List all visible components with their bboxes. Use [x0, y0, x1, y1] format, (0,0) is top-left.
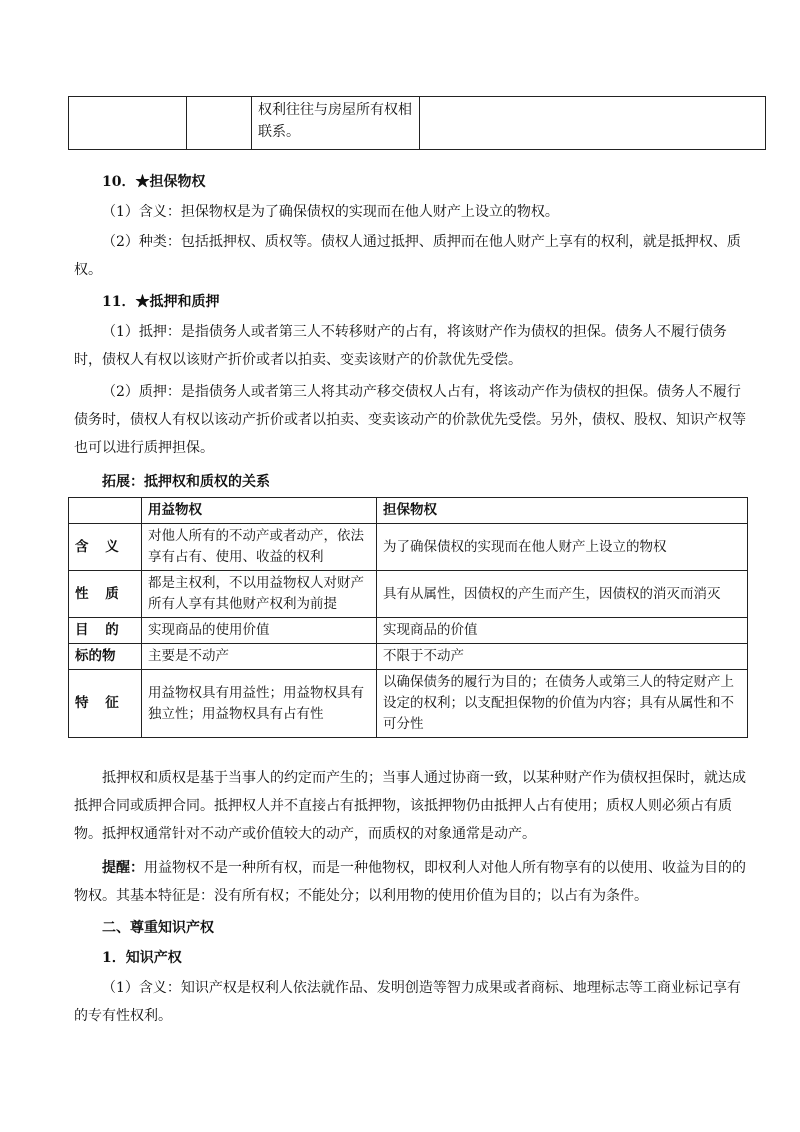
- section10-paragraph-1: （1）含义：担保物权是为了确保债权的实现而在他人财产上设立的物权。: [102, 204, 559, 220]
- table-row: [69, 571, 748, 618]
- reminder-paragraph: [74, 854, 754, 910]
- table-cell: 为了确保债权的实现而在他人财产上设立的物权: [377, 524, 748, 571]
- top-table-fragment: [68, 96, 766, 150]
- row-label: 标的物: [69, 644, 142, 670]
- section10-heading: 10．★担保物权: [102, 174, 206, 190]
- table-header-row: [69, 498, 748, 524]
- table-header-cell: [69, 498, 142, 524]
- table-cell: 用益物权具有用益性；用益物权具有独立性；用益物权具有占有性: [142, 670, 377, 738]
- section2-subheading: 1．知识产权: [102, 950, 182, 966]
- table-row: [69, 618, 748, 644]
- row-label: 目 的: [69, 618, 142, 644]
- table-cell: [187, 97, 252, 150]
- table-header-cell: 担保物权: [377, 498, 748, 524]
- table-cell: 权利往往与房屋所有权相联系。: [252, 97, 420, 150]
- section11-paragraph-2: （2）质押：是指债务人或者第三人将其动产移交债权人占有，将该动产作为债权的担保。债务人不履行债务时，债权人有权以该动产折价或者以拍卖、变卖该动产的价款优先受偿。另外，债权、股权、知识产权等也可以进行质押担保。: [74, 384, 746, 456]
- reminder-text: 用益物权不是一种所有权，而是一种他物权，即权利人对他人所有物享有的以使用、收益为目的的物权。其基本特征是：没有所有权；不能处分；以利用物的使用价值为目的；以占有为条件。: [74, 860, 746, 904]
- section2-heading: 二、尊重知识产权: [102, 920, 214, 936]
- table-row: [69, 97, 766, 150]
- extension-title: 拓展：抵押权和质权的关系: [102, 474, 270, 490]
- table-cell: 不限于不动产: [377, 644, 748, 670]
- row-label: 特 征: [69, 670, 142, 738]
- table-cell: 都是主权利，不以用益物权人对财产所有人享有其他财产权利为前提: [142, 571, 377, 618]
- table-row: [69, 670, 748, 738]
- section2-paragraph-1: （1）含义：知识产权是权利人依法就作品、发明创造等智力成果或者商标、地理标志等工商业标记享有的专有性权利。: [74, 980, 741, 1024]
- table-row: [69, 644, 748, 670]
- table-cell: 以确保债务的履行为目的；在债务人或第三人的特定财产上设定的权利；以支配担保物的价值为内容；具有从属性和不可分性: [377, 670, 748, 738]
- table-cell: 实现商品的使用价值: [142, 618, 377, 644]
- table-cell: 对他人所有的不动产或者动产，依法享有占有、使用、收益的权利: [142, 524, 377, 571]
- table-cell: 实现商品的价值: [377, 618, 748, 644]
- relation-table: [68, 497, 748, 738]
- table-cell: [420, 97, 766, 150]
- reminder-label: 提醒：: [102, 860, 144, 876]
- section11-heading: 11．★抵押和质押: [102, 294, 220, 310]
- section11-paragraph-1: （1）抵押：是指债务人或者第三人不转移财产的占有，将该财产作为债权的担保。债务人不履行债务时，债权人有权以该财产折价或者以拍卖、变卖该财产的价款优先受偿。: [74, 324, 727, 368]
- row-label: 含 义: [69, 524, 142, 571]
- table-cell: [69, 97, 187, 150]
- table-cell: 具有从属性，因债权的产生而产生，因债权的消灭而消灭: [377, 571, 748, 618]
- relation-paragraph: 抵押权和质权是基于当事人的约定而产生的；当事人通过协商一致，以某种财产作为债权担保时，就达成抵押合同或质押合同。抵押权人并不直接占有抵押物，该抵押物仍由抵押人占有使用；质权人则必须占有质物。抵押权通常针对不动产或价值较大的动产，而质权的对象通常是动产。: [74, 770, 746, 842]
- table-header-cell: 用益物权: [142, 498, 377, 524]
- table-row: [69, 524, 748, 571]
- table-cell: 主要是不动产: [142, 644, 377, 670]
- section10-paragraph-2: （2）种类：包括抵押权、质权等。债权人通过抵押、质押而在他人财产上享有的权利，就是抵押权、质权。: [74, 234, 741, 278]
- row-label: 性 质: [69, 571, 142, 618]
